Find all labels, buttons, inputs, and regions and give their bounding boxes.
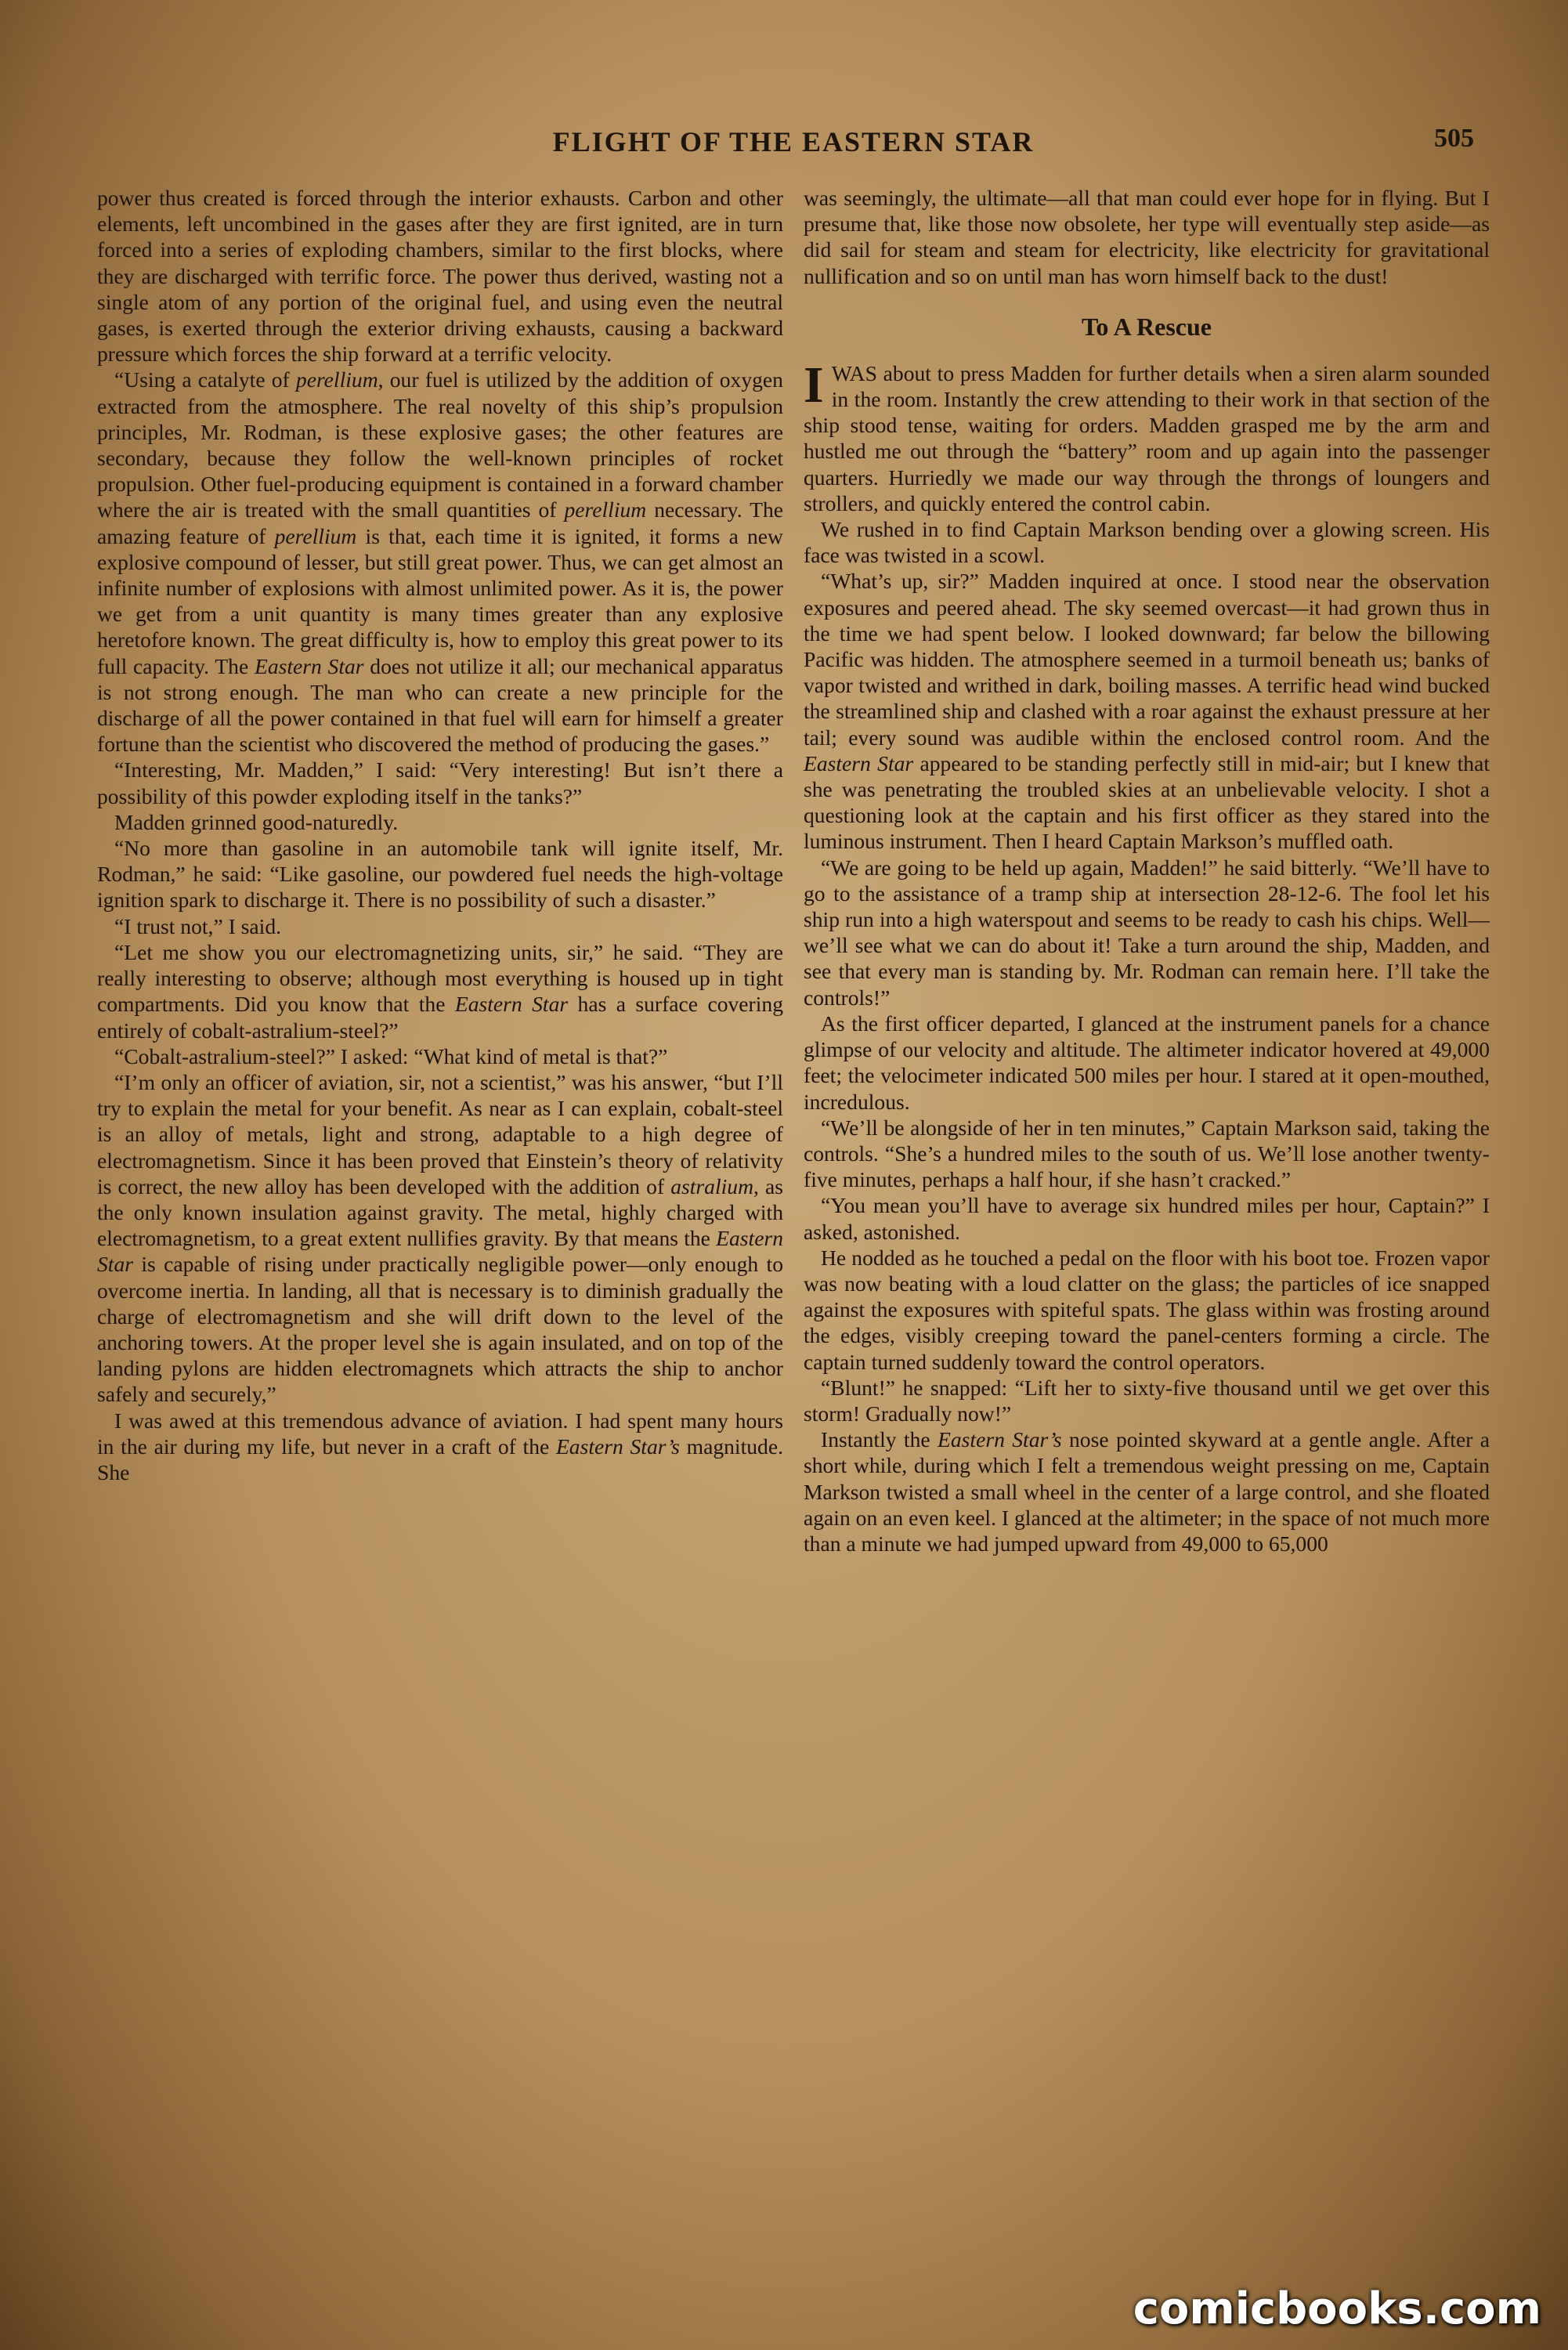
paragraph-text: WAS about to press Madden for further details when a siren alarm sounded in the room. Instantly the crew attending to their work in that section of the ship stood tense, waiting for orders. Madden grasped me by the arm and hustled me out through the “battery” room and up again into the passenger quarters. Hurriedly we made our way through the throngs of loungers and strollers, and quickly entered the control cabin. (804, 360, 1490, 515)
paragraph: “Let me show you our electromagnetizing units, sir,” he said. “They are really interesting to observe; although most everything is housed up in tight compartments. Did you know that the Eastern Star has a surface covering entirely of cobalt-astralium-steel?” (97, 939, 783, 1043)
drop-cap: I (804, 356, 824, 414)
paragraph: “We are going to be held up again, Madden!” he said bitterly. “We’ll have to go to the assistance of a tramp ship at intersection 28-12-6. The fool let his ship run into a high waterspout and seems to be ready to cash his chips. Well—we’ll see what we can do about it! Take a turn around the ship, Madden, and see that every man is standing by. Mr. Rodman can remain here. I’ll take the controls!” (804, 855, 1490, 1010)
drop-cap-paragraph (804, 356, 1490, 516)
page-header (97, 118, 1490, 166)
paragraph: “I’m only an officer of aviation, sir, not a scientist,” was his answer, “but I’ll try to explain the metal for your benefit. As near as I can explain, cobalt-steel is an alloy of metals, light and strong, adaptable to a high degree of electromagnetism. Since it has been proved that Einstein’s theory of relativity is correct, the new alloy has been developed with the addition of astralium, as the only known insulation against gravity. The metal, highly charged with electromagnetism, to a great extent nullifies gravity. By that means the Eastern Star is capable of rising under practically negligible power—only enough to overcome inertia. In landing, all that is necessary is to diminish gradually the charge of electromagnetism and she will drift down to the level of the anchoring towers. At the proper level she is again insulated, and on top of the landing pylons are hidden electromagnets which attracts the ship to anchor safely and securely,” (97, 1069, 783, 1407)
section-heading: To A Rescue (1082, 312, 1212, 341)
paragraph: “Interesting, Mr. Madden,” I said: “Very interesting! But isn’t there a possibility of this powder exploding itself in the tanks?” (97, 757, 783, 808)
paragraph: “Using a catalyte of perellium, our fuel is utilized by the addition of oxygen extracted from the atmosphere. The real novelty of this ship’s propulsion principles, Mr. Rodman, is these explosive gases; the other features are secondary, because they follow the well-known principles of rocket propulsion. Other fuel-producing equipment is contained in a forward chamber where the air is treated with the small quantities of perellium necessary. The amazing feature of perellium is that, each time it is ignited, it forms a new explosive compound of lesser, but still great power. Thus, we can get almost an infinite number of explosions with almost unlimited power. As it is, the power we get from a unit quantity is many times greater than any explosive heretofore known. The great difficulty is, how to employ this great power to its full capacity. The Eastern Star does not utilize it all; our mechanical apparatus is not strong enough. The man who can create a new principle for the discharge of all the power contained in that fuel will earn for himself a greater fortune than the scientist who discovered the method of producing the gases.” (97, 367, 784, 757)
paragraph: Instantly the Eastern Star’s nose pointed skyward at a gentle angle. After a short while, during which I felt a tremendous weight pressing on me, Captain Markson twisted a small wheel in the center of a large control, and she floated again on an even keel. I glanced at the altimeter; in the space of not much more than a minute we had jumped upward from 49,000 to 65,000 (804, 1427, 1490, 1556)
watermark-logo: comicbooks.com (1133, 2283, 1541, 2334)
paragraph: “No more than gasoline in an automobile tank will ignite itself, Mr. Rodman,” he said: “Like gasoline, our powdered fuel needs the high-voltage ignition spark to discharge it. There is no possibility of such a disaster.” (97, 836, 783, 913)
paragraph: As the first officer departed, I glanced at the instrument panels for a chance glimpse of our velocity and altitude. The altimeter indicator hovered at 49,000 feet; the velocimeter indicated 500 miles per hour. I stared at it open-mouthed, incredulous. (804, 1010, 1490, 1114)
paragraph: I was awed at this tremendous advance of aviation. I had spent many hours in the air during my life, but never in a craft of the Eastern Star’s magnitude. She (97, 1408, 783, 1484)
paragraph: “You mean you’ll have to average six hundred miles per hour, Captain?” I asked, astonished. (804, 1193, 1490, 1244)
paragraph: We rushed in to find Captain Markson bending over a glowing screen. His face was twisted in a scowl. (804, 517, 1490, 568)
paragraph: “I trust not,” I said. (114, 913, 282, 938)
paragraph: “Cobalt-astralium-steel?” I asked: “What kind of metal is that?” (114, 1043, 668, 1068)
left-column (97, 185, 783, 1556)
running-title: FLIGHT OF THE EASTERN STAR (552, 126, 1035, 157)
text-columns (97, 185, 1490, 1556)
paragraph: power thus created is forced through the interior exhausts. Carbon and other elements, left uncombined in the gases after they are first ignited, are in turn forced into a series of exploding chambers, similar to the first blocks, where they are discharged with terrific force. The power thus derived, wasting not a single atom of any portion of the original fuel, and using even the neutral gases, is exerted through the exterior driving exhausts, causing a backward pressure which forces the ship forward at a terrific velocity. (97, 186, 783, 367)
paragraph: Madden grinned good-naturedly. (114, 809, 399, 834)
right-paragraphs (804, 516, 1490, 1556)
paragraph: “Blunt!” he snapped: “Lift her to sixty-five thousand until we get over this storm! Gradually now!” (804, 1375, 1490, 1426)
paragraph: “We’ll be alongside of her in ten minutes,” Captain Markson said, taking the controls. “She’s a hundred miles to the south of us. We’ll lose another twenty-five minutes, perhaps a half hour, if she hasn’t cracked.” (804, 1115, 1490, 1192)
right-column (804, 185, 1490, 1556)
paragraph: He nodded as he touched a pedal on the floor with his boot toe. Frozen vapor was now beating with a loud clatter on the glass; the particles of ice snapped against the exposures with spiteful spats. The glass within was frosting around the edges, visibly creeping toward the panel-centers forming a circle. The captain turned suddenly toward the control operators. (804, 1245, 1490, 1374)
page-number: 505 (1434, 124, 1474, 153)
paragraph: “What’s up, sir?” Madden inquired at once. I stood near the observation exposures and peered ahead. The sky seemed overcast—it had grown thus in the time we had spent below. I looked downward; far below the billowing Pacific was hidden. The atmosphere seemed in a turmoil beneath us; banks of vapor twisted and writhed in dark, boiling masses. A terrific head wind bucked the streamlined ship and clashed with a roar against the exhaust pressure at her tail; every sound was audible within the enclosed control room. And the Eastern Star appeared to be standing perfectly still in mid-air; but I knew that she was penetrating the troubled skies at an unbelievable velocity. I shot a questioning look at the captain and his first officer as they stared into the luminous instrument. Then I heard Captain Markson’s muffled oath. (804, 569, 1490, 854)
continued-paragraph: was seemingly, the ultimate—all that man could ever hope for in flying. But I presume that, like those now obsolete, her type will eventually step aside—as did sail for steam and steam for electricity, like electricity for gravitational nullification and so on until man has worn himself back to the dust! (804, 186, 1490, 288)
